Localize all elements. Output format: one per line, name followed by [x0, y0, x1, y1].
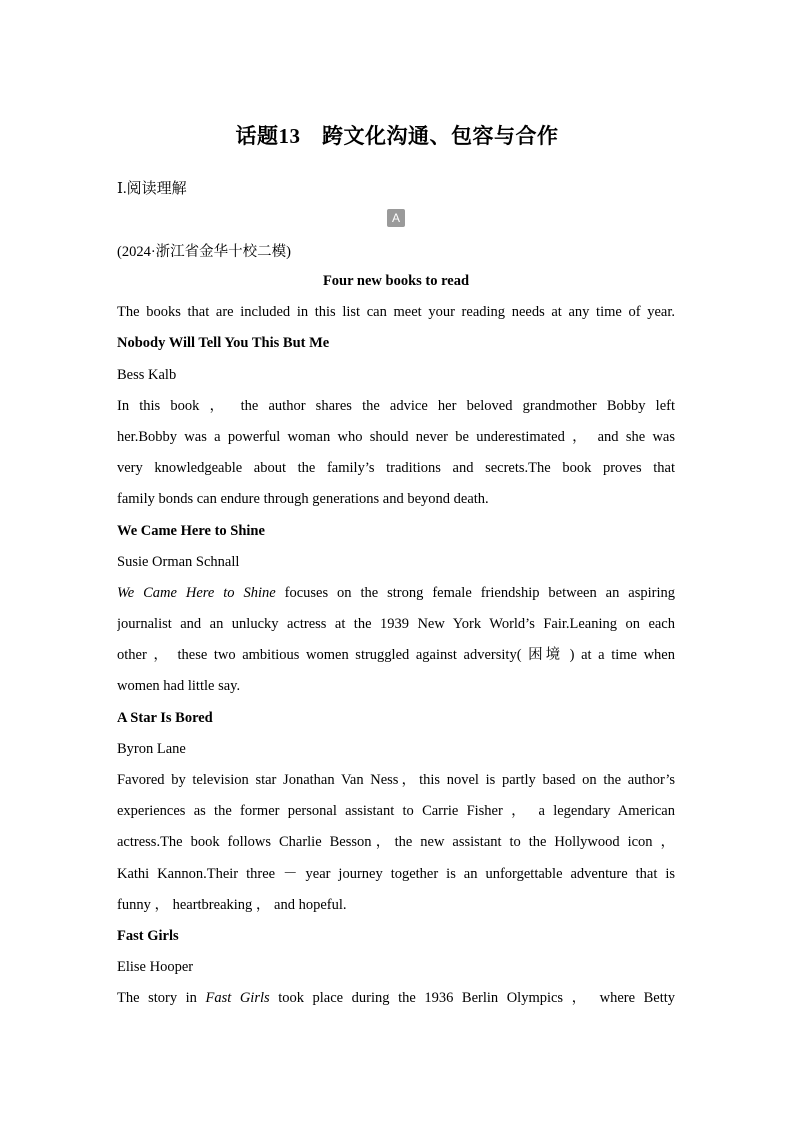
passage-line: experiences as the former personal assistant to Carrie Fisher ， a legendary American [117, 803, 675, 820]
passage-line: Fast Girls [117, 927, 179, 944]
passage-line: Nobody Will Tell You This But Me [117, 335, 330, 352]
source-citation: (2024·浙江省金华十校二模) [117, 244, 291, 260]
line-text: took place during the 1936 Berlin Olympics ， where Betty [269, 990, 675, 1007]
passage-line: funny ， heartbreaking ， and hopeful. [117, 896, 347, 913]
passage-line: In this book ， the author shares the advice her beloved grandmother Bobby left [117, 397, 675, 414]
line-text: focuses on the strong female friendship between an aspiring [275, 584, 675, 601]
passage-line: Four new books to read [322, 273, 470, 289]
passage-line: Bess Kalb [117, 366, 177, 383]
passage-line: women had little say. [117, 678, 241, 695]
passage-line: The books that are included in this list can meet your reading needs at any time of year. [117, 304, 675, 321]
passage-line: We Came Here to Shine [117, 522, 265, 539]
passage-label-badge: A [387, 209, 405, 227]
passage-line [117, 983, 675, 1014]
passage-line: her.Bobby was a powerful woman who should never be underestimated ， and she was [117, 428, 675, 445]
passage-line: family bonds can endure through generations and beyond death. [117, 491, 489, 508]
line-text: The story in [117, 990, 206, 1007]
passage-line: A Star Is Bored [117, 709, 213, 726]
passage-line: Susie Orman Schnall [117, 553, 240, 570]
passage-line: Byron Lane [117, 740, 186, 757]
passage-line: Elise Hooper [117, 959, 194, 976]
section-heading: Ⅰ.阅读理解 [117, 181, 187, 197]
page-title: 话题13 跨文化沟通、包容与合作 [235, 124, 559, 148]
passage-line: journalist and an unlucky actress at the 1939 New York World’s Fair.Leaning on each [117, 616, 675, 633]
passage-line: Kathi Kannon.Their three － year journey together is an unforgettable adventure that is [117, 865, 675, 882]
passage-line: very knowledgeable about the family’s traditions and secrets.The book proves that [117, 460, 675, 477]
passage-line: other ， these two ambitious women struggled against adversity( 困境 ) at a time when [117, 647, 675, 664]
passage-body [117, 266, 675, 1015]
italic-title-text: We Came Here to Shine [117, 584, 276, 601]
passage-line: Favored by television star Jonathan Van Ness，this novel is partly based on the author’s [117, 772, 675, 788]
passage-line: actress.The book follows Charlie Besson，the new assistant to the Hollywood icon ， [117, 834, 675, 851]
passage-line [117, 578, 675, 609]
italic-title-text: Fast Girls [205, 990, 270, 1007]
